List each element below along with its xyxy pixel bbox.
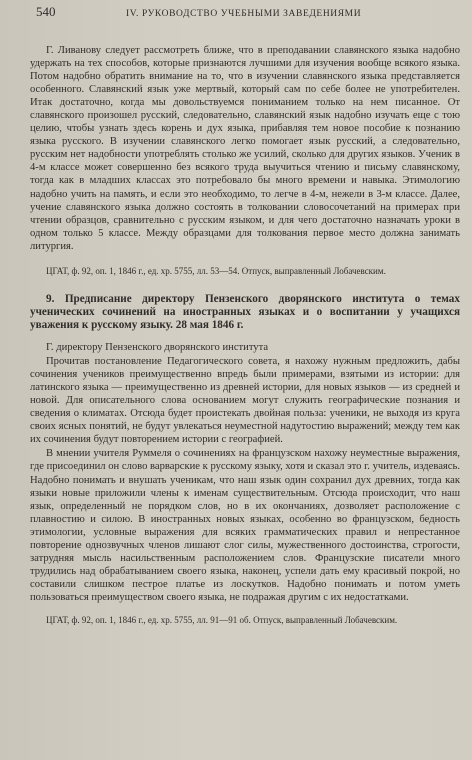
archive-citation-1: ЦГАТ, ф. 92, оп. 1, 1846 г., ед. хр. 5755, лл. 53—54. Отпуск, выправленный Лобачевским. xyxy=(46,265,386,276)
document-9-title: 9. Предписание директору Пензенского дворянского института о темах ученических сочинений на иностранных языках и о воспитании у учащихся уважения к русскому языку. 28 мая 1846 г. xyxy=(30,292,460,331)
document-9-paragraph-1: Прочитав постановление Педагогического совета, я нахожу нужным предложить, дабы сочинения учеников преимущественно впредь были примерами, взятыми из истории: для латинского языка — преимущественно из древней истории, для новых языков — из средней и новой. Для описательного слова основанием могут служить географические познания и сведения о климатах. Отсюда будет проистекать двойная польза: ученики, не выходя из круга своих ясных понятий, не будут увлекаться неуместной надутостию выражений; между тем как их сочинения будут повторением истории с географией. xyxy=(30,356,460,446)
document-9-paragraph-2: В мнении учителя Руммеля о сочинениях на французском нахожу неуместные выражения, где присоединил он слово варварские к русскому языку, хотя и сказал это г. учитель, издеваясь. Надобно понимать и внушать ученикам, что наш язык один сохранил дух древних, тогда как языки новые приложили члены к именам существительным. Отсюда происходит, что наш язык, определенный не порядком слов, но в их окончаниях, дозволяет расположение с плавностию и силою. В иностранных новых языках, особенно во французском, бедность этимологии, условные выражения для всяких грамматических правил и непрестанное повторение однозвучных членов лишают слог силы, мужественного достоинства, строгости, затрудняя мысль насильственным расположением слов. Французские писатели много трудились над обрабатыванием своего языка, наконец, успели дать ему красивый покрой, но составили слишком пестрое платье из лоскутков. Надобно понимать и потом уметь пользоваться преимуществом своего языка, не подражая другим с их недостатками. xyxy=(30,448,460,603)
running-head: IV. РУКОВОДСТВО УЧЕБНЫМИ ЗАВЕДЕНИЯМИ xyxy=(126,9,362,19)
section-1-paragraph: Г. Ливанову следует рассмотреть ближе, что в преподавании славянского языка надобно удержать на тех способов, которые признаются лучшими для изучения вообще всякого языка. Потом надобно обратить внимание на то, что в изучении славянского языка представляется особенного. Славянский язык уже мертвый, который сам по себе более не употребителен. Итак достаточно, когда мы довольствуемся пониманием только на нем писанное. От славянского произошел русский, следовательно, славянский язык надобно изучать еще с тою целию, чтобы узнать здесь корень и дух языка, прибавляя тем новое пособие к познанию языка русского. В изучении славянского легко помогает язык русский, а следовательно, русским нет надобности употреблять столько же усилий, сколько для других языков. Ученик в 4-м классе может совершенно без всякого труда выучиться чтению и письму славянскому, тогда как в младших классах это потребовало бы много времени и навыка. Этимологию надобно учить на память, и если это необходимо, то легче в 4-м, нежели в 3-м классе. Далее, учение славянского языка должно состоять в толковании словосочетаний на примерах при чтении образцов, сравнительно с русским языком, и для чего достаточно назначать уроки в одном только 5 классе. Между образцами для толкования первое место должна занимать литургия. xyxy=(30,45,460,252)
addressee-line: Г. директору Пензенского дворянского института xyxy=(46,342,269,354)
archive-citation-2: ЦГАТ, ф. 92, оп. 1, 1846 г., ед. хр. 5755, лл. 91—91 об. Отпуск, выправленный Лобачевским. xyxy=(46,614,398,625)
page-number: 540 xyxy=(36,4,56,19)
page-header xyxy=(30,4,460,26)
